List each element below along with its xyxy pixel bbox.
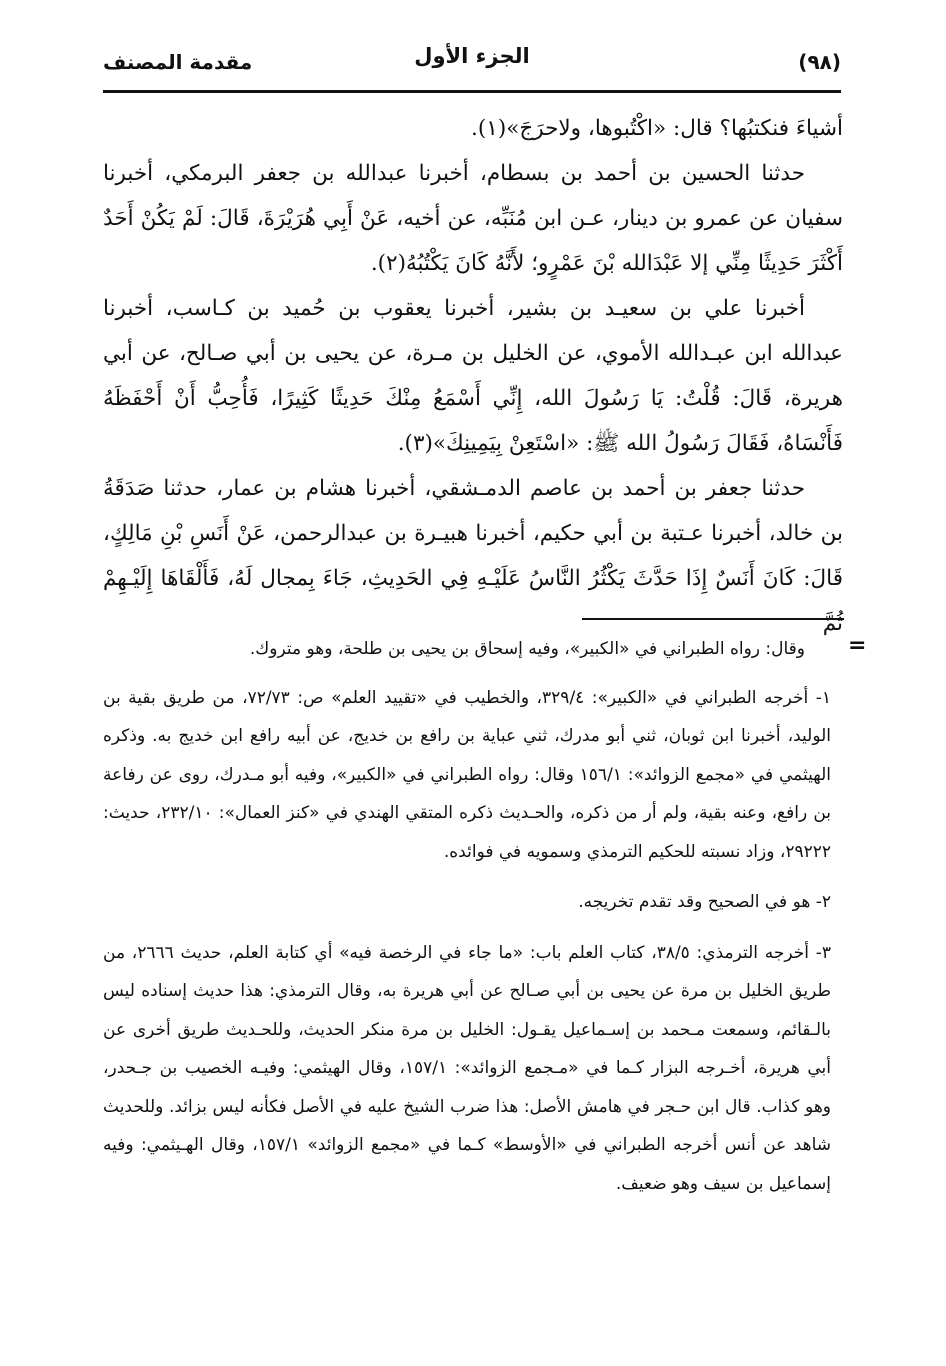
footnote-3: ٣- أخرجه الترمذي: ٣٨/٥، كتاب العلم باب: «ما جاء في الرخصة فيه» أي كتابة العلم، حديث ٢٦٦٦، من طريق الخليل بن مرة عن يحيى بن أبي صـالح عن أبي هريرة به، وقال الترمذي: هذا حديث إسناده ليس بالـقائم، وسمعت مـحمد بن إسـماعيل يقـول: الخليل بن مرة منكر الحديث، وللحـديث طريق أخرى عن أبي هريرة، أخـرجه البزار كـما في «مـجمع الزوائد»: ١٥٧/١، وقال الهيثمي: وفيـه الخصيب بن جـحدر، وهو كذاب. قال ابن حـجر في هامش الأصل: هذا ضرب الشيخ عليه في الأصل فكأنه ليس بزائد. وللحديث شاهد عن أنس أخرجه الطبراني في «الأوسط» كـما في «مجمع الزوائد» ١٥٧/١، وقال الهـيثمي: وفيه إسماعيل بن سيف وهو ضعيف. <box>103 942 831 1194</box>
footnote-continuation-mark: = <box>848 633 867 658</box>
volume-title: الجزء الأول <box>414 44 530 68</box>
paragraph: حدثنا جعفر بن أحمد بن عاصم الدمـشقي، أخبرنا هشام بن عمار، حدثنا صَدَقَةُ بن خالد، أخبرنا عـتبة بن أبي حكيم، أخبرنا هبيـرة بن عبدالرحمن، عَنْ أَنَسِ بْنِ مَالِكٍ، قَالَ: كَانَ أَنَسٌ إِذَا حَدَّثَ يَكْثُرُ النَّاسُ عَلَيْـهِ فِي الحَدِيثِ، جَاءَ بِمجال لَهُ، فَأَلْقَاهَا إِلَيْـهِمْ ثُمَّ <box>103 476 843 636</box>
paragraph: حدثنا الحسين بن أحمد بن بسطام، أخبرنا عبدالله بن جعفر البرمكي، أخبرنا سفيان عن عمرو بن دينار، عـن ابن مُنَبِّه، عن أخيه، عَنْ أَبِي هُرَيْرَةَ، قَالَ: لَمْ يَكُنْ أَحَدٌ أَكْثَرَ حَدِيثًا مِنِّي إلا عَبْدَالله بْنَ عَمْرٍو؛ لأَنَّهُ كَانَ يَكْتُبُهُ(٢). <box>103 161 843 276</box>
main-text <box>103 106 843 646</box>
header-rule <box>103 90 841 93</box>
footnotes <box>103 630 831 1215</box>
paragraph: أشياءَ فنكتبُها؟ قال: «اكْتُبوها، ولاحرَجَ»(١). <box>471 116 843 141</box>
footnote-continuation: وقال: رواه الطبراني في «الكبير»، وفيه إسحاق بن يحيى بن طلحة، وهو متروك. <box>249 639 805 659</box>
section-title: مقدمة المصنف <box>103 50 253 74</box>
paragraph: أخبرنا علي بن سعيـد بن بشير، أخبرنا يعقوب بن حُميد بن كـاسب، أخبرنا عبدالله ابن عبـدالله الأموي، عن الخليل بن مـرة، عن يحيى بن أبي صـالح، عن أبي هريرة، قَالَ: قُلْتُ: يَا رَسُولَ الله، إِنِّي أَسْمَعُ مِنْكَ حَدِيثًا كَثِيرًا، فَأُحِبُّ أَنْ أَحْفَظَهُ فَأَنْسَاهُ، فَقَالَ رَسُولُ الله ﷺ: «اسْتَعِنْ بِيَمِينِكَ»(٣). <box>103 296 843 456</box>
page-number: (٩٨) <box>798 50 841 74</box>
footnote-1: ١- أخرجه الطبراني في «الكبير»: ٣٢٩/٤، والخطيب في «تقييد العلم» ص: ٧٢/٧٣، من طريق بقية بن الوليد، أخبرنا ابن ثوبان، ثني أبو مدرك، ثني عباية بن رافع بن خديج، عن أبيه رافع ابن خديج به. وذكره الهيثمي في «مجمع الزوائد»: ١٥٦/١ وقال: رواه الطبراني في «الكبير»، وفيه أبو مـدرك، روى عن رفاعة بن رافع، وعنه بقية، ولم أر من ذكره، والحـديث ذكره المتقي الهندي في «كنز العمال»: ٢٣٢/١٠، حديث: ٢٩٢٢٢، وزاد نسبته للحكيم الترمذي وسمويه في فوائده. <box>103 687 832 862</box>
footnote-separator <box>582 618 844 620</box>
page-header <box>103 38 841 84</box>
footnote-2: ٢- هو في الصحيح وقد تقدم تخريجه. <box>578 892 831 912</box>
